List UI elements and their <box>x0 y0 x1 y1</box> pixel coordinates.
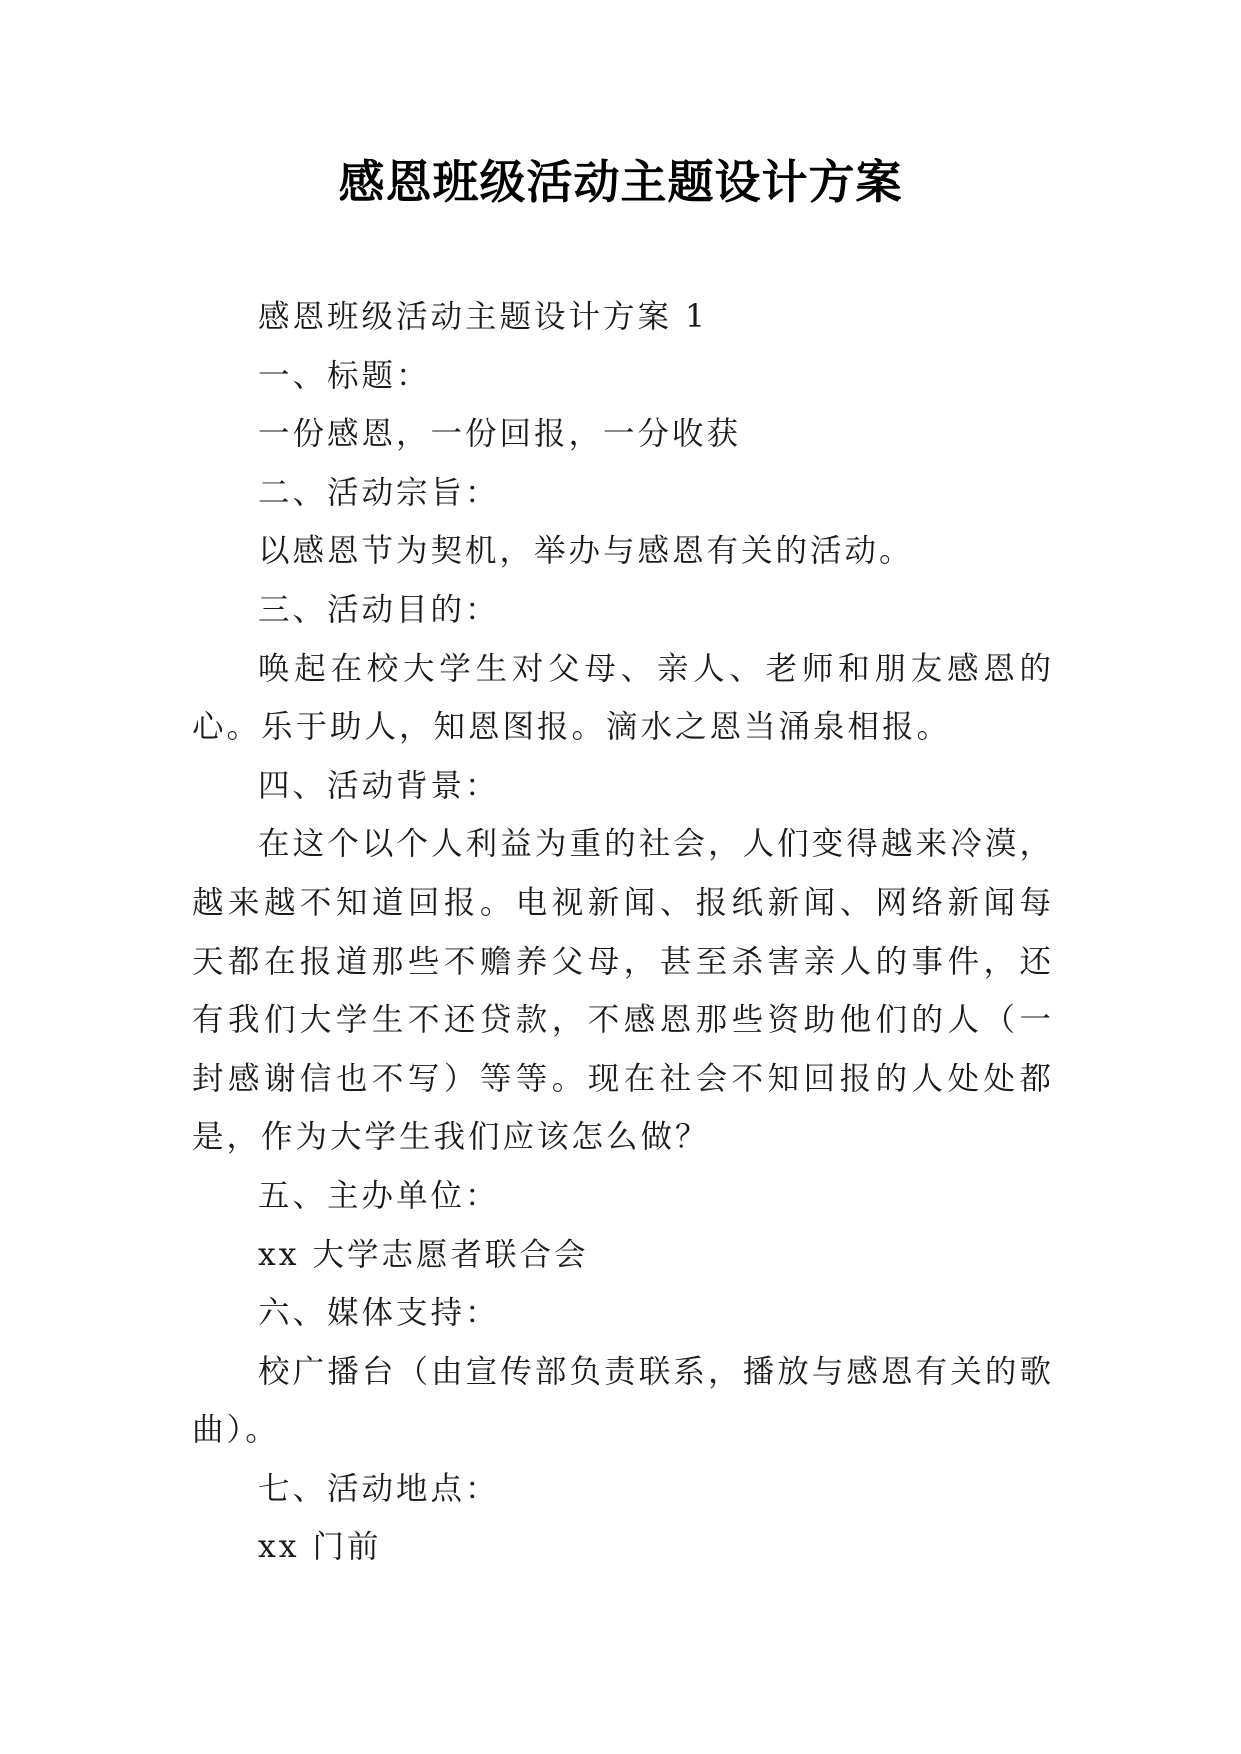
section-heading-organizer: 五、主办单位： <box>258 1177 500 1214</box>
document-body <box>192 288 1054 1577</box>
paragraph-purpose-text: 以感恩节为契机，举办与感恩有关的活动。 <box>258 533 914 570</box>
section-heading-location: 七、活动地点： <box>258 1470 500 1507</box>
document-title: 感恩班级活动主题设计方案 <box>338 155 903 209</box>
paragraph-organizer-text: xx 大学志愿者联合会 <box>258 1236 589 1273</box>
paragraph-background-text: 在这个以个人利益为重的社会，人们变得越来冷漠，越来越不知道回报。电视新闻、报纸新闻、网络新闻每天都在报道那些不赡养父母，甚至杀害亲人的事件，还有我们大学生不还贷款，不感恩那些资助他们的人（一封感谢信也不写）等等。现在社会不知回报的人处处都是，作为大学生我们应该怎么做？ <box>192 826 1054 1156</box>
section-heading-background: 四、活动背景： <box>258 767 500 804</box>
section-heading-title: 一、标题： <box>258 357 431 394</box>
paragraph-media-text: 校广播台（由宣传部负责联系，播放与感恩有关的歌曲）。 <box>192 1353 1054 1449</box>
section-heading-media: 六、媒体支持： <box>258 1295 500 1332</box>
paragraph-title-text: 一份感恩，一份回报，一分收获 <box>258 416 742 453</box>
section-heading-plan-1: 感恩班级活动主题设计方案 1 <box>258 299 709 335</box>
paragraph-goal-text: 唤起在校大学生对父母、亲人、老师和朋友感恩的心。乐于助人，知恩图报。滴水之恩当涌泉相报。 <box>192 650 1054 746</box>
section-heading-purpose: 二、活动宗旨： <box>258 474 500 511</box>
section-heading-goal: 三、活动目的： <box>258 591 500 628</box>
paragraph-location-text: xx 门前 <box>258 1529 382 1566</box>
